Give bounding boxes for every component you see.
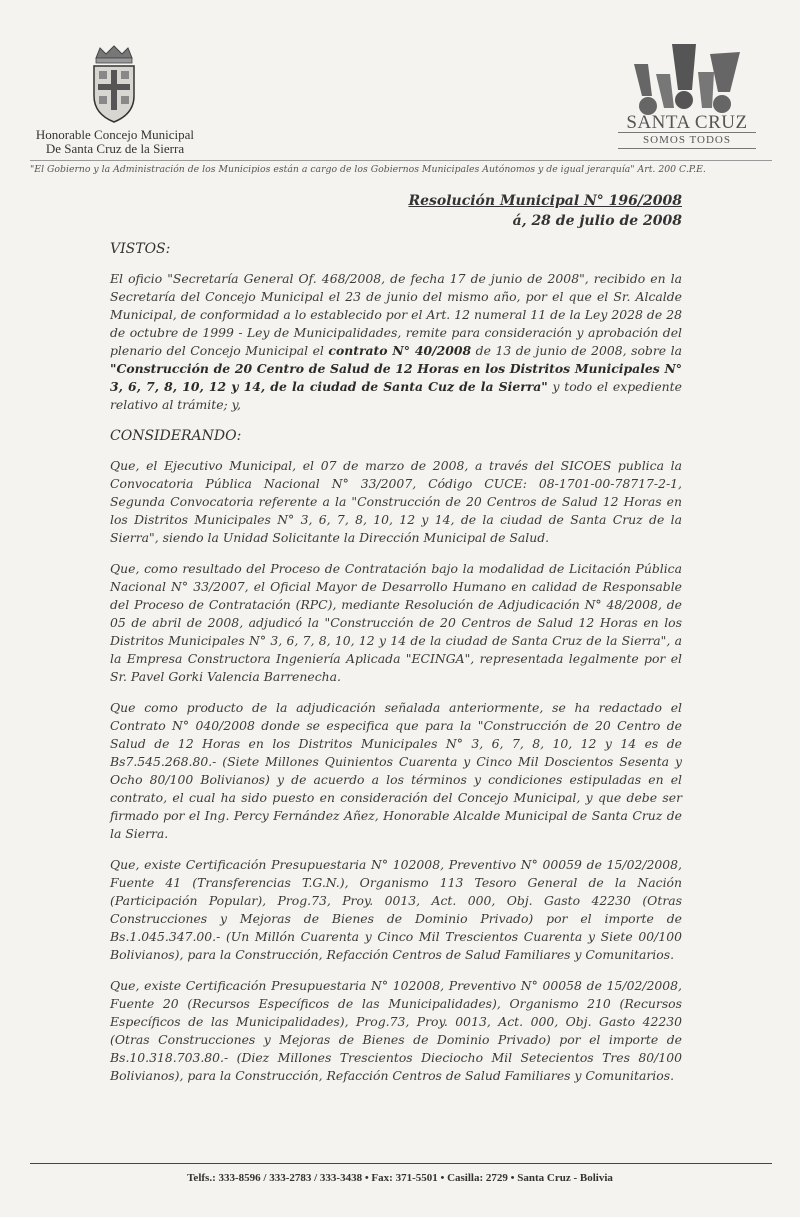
document-body [110, 240, 682, 1098]
resolution-title: Resolución Municipal N° 196/2008 [408, 193, 682, 209]
considerando-paragraph-5: Que, existe Certificación Presupuestaria N° 102008, Preventivo N° 00058 de 15/02/2008, Fuente 20 (Recursos Específicos de las Municipalidades), Organismo 210 (Recursos Específicos de las Municipalidades), Prog.73, Proy. 0013, Act. 000, Obj. Gasto 42230 (Otras Construcciones y Mejoras de Bienes de Dominio Privado) por el importe de Bs.10.318.703.80.- (Diez Millones Trescientos Dieciocho Mil Setecientos Tres 80/100 Bolivianos), para la Construcción, Refacción Centros de Salud Familiares y Comunitarios. [110, 978, 682, 1083]
logo-rule-2 [618, 148, 756, 149]
project-name: "Construcción de 20 Centro de Salud de 12 Horas en los Distritos Municipales N° 3, 6, 7, 8, 10, 12 y 14, de la ciudad de Santa Cuz de la Sierra" [110, 361, 682, 394]
vistos-text-b: de 13 de junio de 2008, sobre la [471, 343, 682, 358]
contract-number: contrato N° 40/2008 [328, 343, 472, 358]
coat-of-arms-icon [86, 44, 142, 126]
considerando-heading: CONSIDERANDO: [110, 428, 242, 444]
vistos-heading: VISTOS: [110, 241, 171, 257]
council-name [20, 128, 210, 156]
vistos-paragraph [110, 270, 682, 414]
santa-cruz-logo-icon [612, 34, 762, 122]
considerando-paragraph-4: Que, existe Certificación Presupuestaria N° 102008, Preventivo N° 00059 de 15/02/2008, Fuente 41 (Transferencias T.G.N.), Organismo 113 Tesoro General de la Nación (Participación Popular), Prog.73, Proy. 0013, Act. 000, Obj. Gasto 42230 (Otras Construcciones y Mejoras de Bienes de Dominio Privado) por el importe de Bs.1.045.347.00.- (Un Millón Cuarenta y Cinco Mil Trescientos Cuarenta y Siete 00/100 Bolivianos), para la Construcción, Refacción Centros de Salud Familiares y Comunitarios. [110, 857, 682, 962]
vistos-text-a: El oficio "Secretaría General Of. 468/2008, de fecha 17 de junio de 2008", recibido en la Secretaría del Concejo Municipal el 23 de junio del mismo año, por el que el Sr. Alcalde Municipal, de conformidad a lo establecido por el Art. 12 numeral 11 de la Ley 2028 de 28 de octubre de 1999 - Ley de Municipalidades, remite para consideración y aprobación del plenario del Concejo Municipal el [110, 271, 682, 358]
footer-divider [30, 1163, 772, 1164]
logo-tagline: SOMOS TODOS [643, 134, 731, 146]
vistos-text-c: y todo el expediente relativo al trámite; y, [110, 379, 682, 412]
logo-name: SANTA CRUZ [626, 112, 748, 133]
considerando-paragraph-2: Que, como resultado del Proceso de Contratación bajo la modalidad de Licitación Pública Nacional N° 33/2007, el Oficial Mayor de Desarrollo Humano en calidad de Responsable del Proceso de Contratación (RPC), mediante Resolución de Adjudicación N° 48/2008, de 05 de abril de 2008, adjudicó la "Construcción de 20 Centros de Salud 12 Horas en los Distritos Municipales N° 3, 6, 7, 8, 10, 12 y 14 de la ciudad de Santa Cruz de la Sierra", a la Empresa Constructora Ingeniería Aplicada "ECINGA", representada legalmente por el Sr. Pavel Gorki Valencia Barrenecha. [110, 561, 682, 684]
considerando-paragraph-3: Que como producto de la adjudicación señalada anteriormente, se ha redactado el Contrato N° 040/2008 donde se especifica que para la "Construcción de 20 Centro de Salud de 12 Horas en los Distritos Municipales N° 3, 6, 7, 8, 10, 12 y 14 es de Bs7.545.268.80.- (Siete Millones Quinientos Cuarenta y Cinco Mil Doscientos Sesenta y Ocho 80/100 Bolivianos) y de acuerdo a los términos y condiciones estipuladas en el contrato, el cual ha sido puesto en consideración del Concejo Municipal, y que debe ser firmado por el Ing. Percy Fernández Añez, Honorable Alcalde Municipal de Santa Cruz de la Sierra. [110, 700, 682, 841]
footer-contact: Telfs.: 333-8596 / 333-2783 / 333-3438 • Fax: 371-5501 • Casilla: 2729 • Santa Cruz - Bolivia [187, 1172, 613, 1184]
considerando-paragraph-1: Que, el Ejecutivo Municipal, el 07 de marzo de 2008, a través del SICOES publica la Convocatoria Pública Nacional N° 33/2007, Código CUCE: 08-1701-00-78717-2-1, Segunda Convocatoria referente a la "Construcción de 20 Centros de Salud 12 Horas en los Distritos Municipales N° 3, 6, 7, 8, 10, 12 y 14, de la ciudad de Santa Cruz de la Sierra", siendo la Unidad Solicitante la Dirección Municipal de Salud. [110, 458, 682, 545]
header-divider [30, 160, 772, 161]
constitution-quote: "El Gobierno y la Administración de los Municipios están a cargo de los Gobiernos Municipales Autónomos y de igual jerarquía" Art. 200 C.P.E. [30, 164, 706, 175]
council-line-1: Honorable Concejo Municipal [35, 127, 195, 142]
council-line-2: De Santa Cruz de la Sierra [45, 141, 185, 156]
resolution-date: á, 28 de julio de 2008 [512, 213, 682, 229]
